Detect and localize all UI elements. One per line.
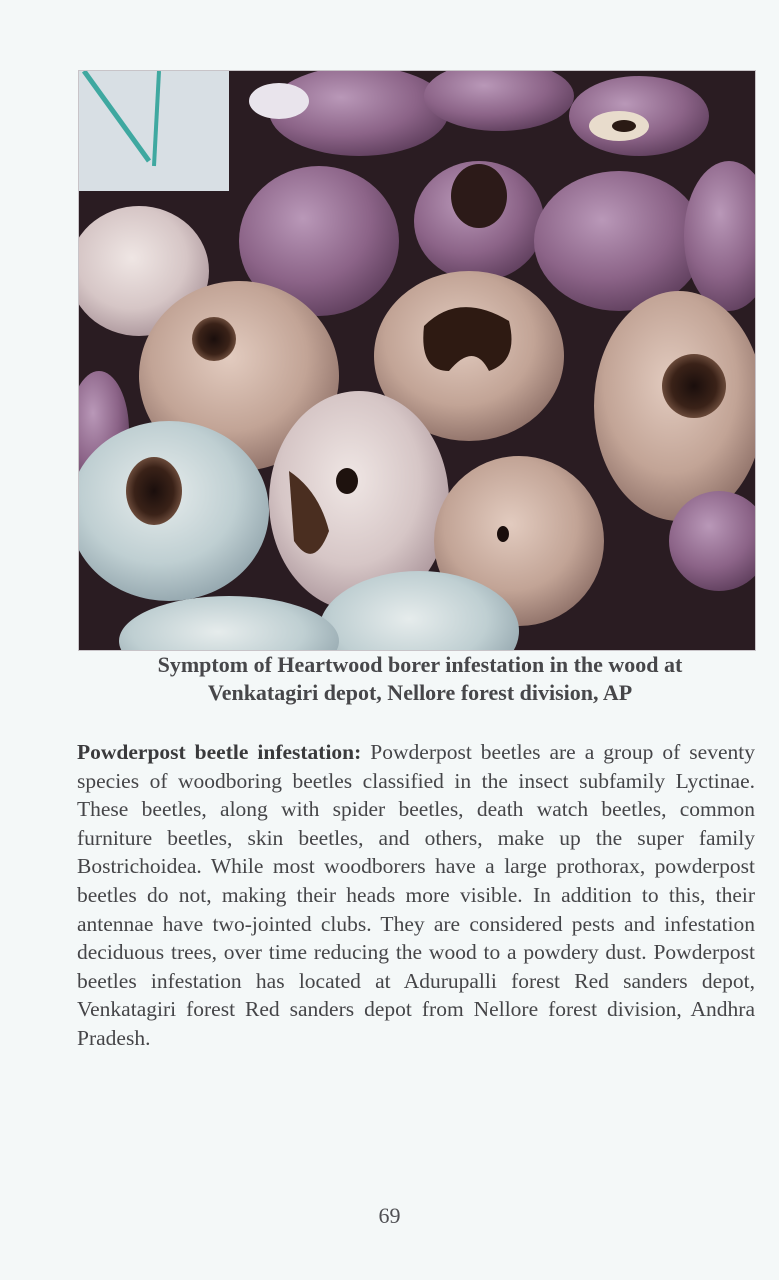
logs-photo-illustration bbox=[79, 71, 755, 650]
section-heading: Powderpost beetle infestation: bbox=[77, 740, 362, 764]
figure-caption bbox=[70, 651, 770, 707]
figure-photo bbox=[79, 71, 755, 650]
page-number: 69 bbox=[378, 1203, 401, 1228]
figure-caption-line-2: Venkatagiri depot, Nellore forest division, AP bbox=[207, 680, 633, 705]
section-body-text: Powderpost beetles are a group of seventy species of woodboring beetles classified in the insect subfamily Lyctinae. These beetles, along with spider beetles, death watch beetles, common furniture beetles, skin beetles, and others, make up the super family Bostrichoidea. While most woodborers have a large prothorax, powderpost beetles do not, making their heads more visible. In addition to this, their antennae have two-jointed clubs. They are considered pests and infestation deciduous trees, over time reducing the wood to a powdery dust. Powderpost beetles infestation has located at Adurupalli forest Red sanders depot, Venkatagiri forest Red sanders depot from Nellore forest division, Andhra Pradesh. bbox=[77, 740, 755, 1050]
figure-caption-line-1: Symptom of Heartwood borer infestation in the wood at bbox=[157, 652, 683, 677]
section-paragraph bbox=[77, 738, 755, 1053]
